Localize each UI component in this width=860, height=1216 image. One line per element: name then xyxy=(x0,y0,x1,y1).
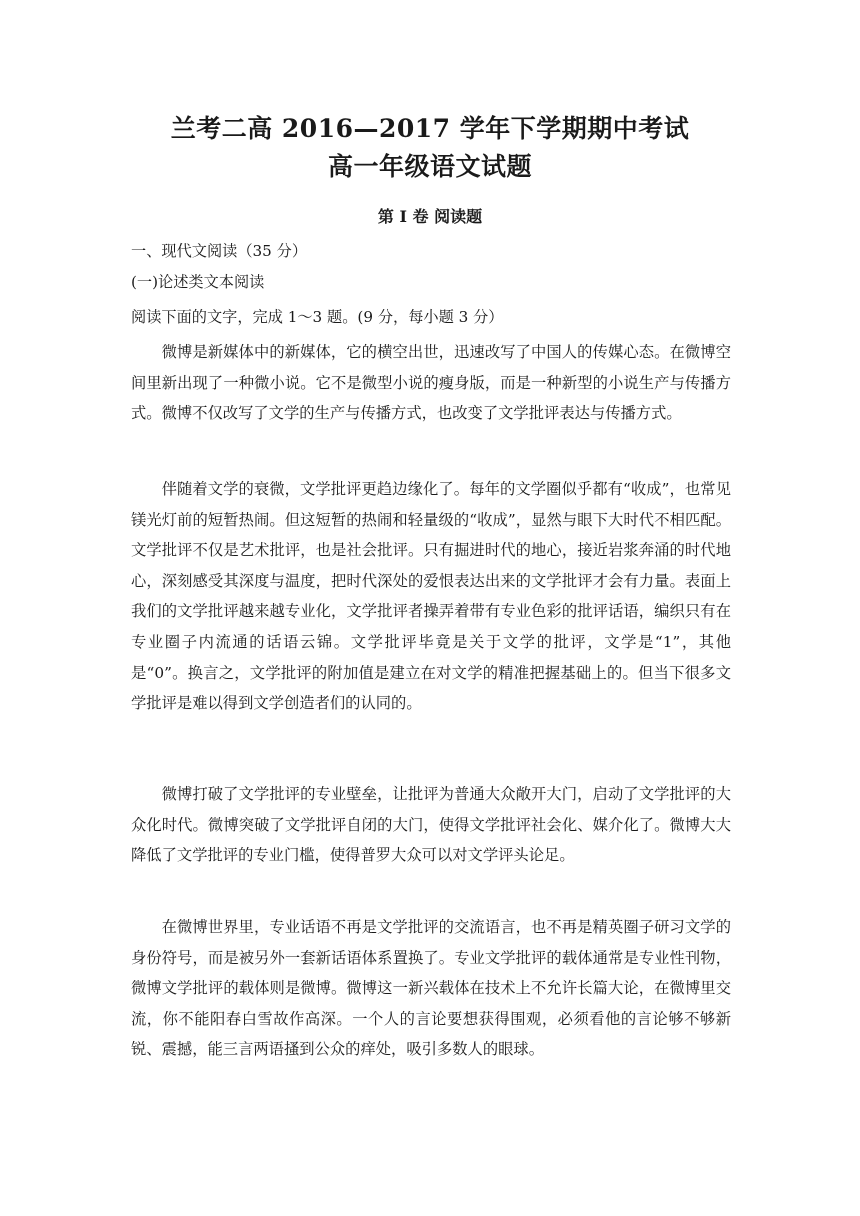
exam-title: 兰考二高 2016—2017 学年下学期期中考试 xyxy=(170,114,690,143)
paragraph-3: 微博打破了文学批评的专业壁垒，让批评为普通大众敞开大门，启动了文学批评的大众化时代。微博突破了文学批评自闭的大门，使得文学批评社会化、媒介化了。微博大大降低了文学批评的专业门槛，使得普罗大众可以对文学评头论足。 xyxy=(131,785,731,865)
section-title: 第 I 卷 阅读题 xyxy=(377,207,483,226)
paragraph-4: 在微博世界里，专业话语不再是文学批评的交流语言，也不再是精英圈子研习文学的身份符号，而是被另外一套新话语体系置换了。专业文学批评的载体通常是专业性刊物，微博文学批评的载体则是微博。微博这一新兴载体在技术上不允许长篇大论，在微博里交流，你不能阳春白雪故作高深。一个人的言论要想获得围观，必须看他的言论够不够新锐、震撼，能三言两语搔到公众的痒处，吸引多数人的眼球。 xyxy=(131,918,731,1059)
reading-instruction: 阅读下面的文字，完成 1～3 题。(9 分，每小题 3 分） xyxy=(131,308,504,326)
exam-subtitle: 高一年级语文试题 xyxy=(327,152,532,181)
paragraph-1: 微博是新媒体中的新媒体，它的横空出世，迅速改写了中国人的传媒心态。在微博空间里新出现了一种微小说。它不是微型小说的瘦身版，而是一种新型的小说生产与传播方式。微博不仅改写了文学的生产与传播方式，也改变了文学批评表达与传播方式。 xyxy=(131,343,731,423)
paragraph-2: 伴随着文学的衰微，文学批评更趋边缘化了。每年的文学圈似乎都有“收成”，也常见镁光灯前的短暂热闹。但这短暂的热闹和轻量级的“收成”，显然与眼下大时代不相匹配。文学批评不仅是艺术批评，也是社会批评。只有掘进时代的地心，接近岩浆奔涌的时代地心，深刻感受其深度与温度，把时代深处的爱恨表达出来的文学批评才会有力量。表面上我们的文学批评越来越专业化，文学批评者操弄着带有专业色彩的批评话语，编织只有在专业圈子内流通的话语云锦。文学批评毕竟是关于文学的批评，文学是“1”，其他是“0”。换言之，文学批评的附加值是建立在对文学的精准把握基础上的。但当下很多文学批评是难以得到文学创造者们的认同的。 xyxy=(131,480,731,713)
part-heading: 一、现代文阅读（35 分） xyxy=(131,242,308,260)
part-subheading: (一)论述类文本阅读 xyxy=(131,273,265,291)
